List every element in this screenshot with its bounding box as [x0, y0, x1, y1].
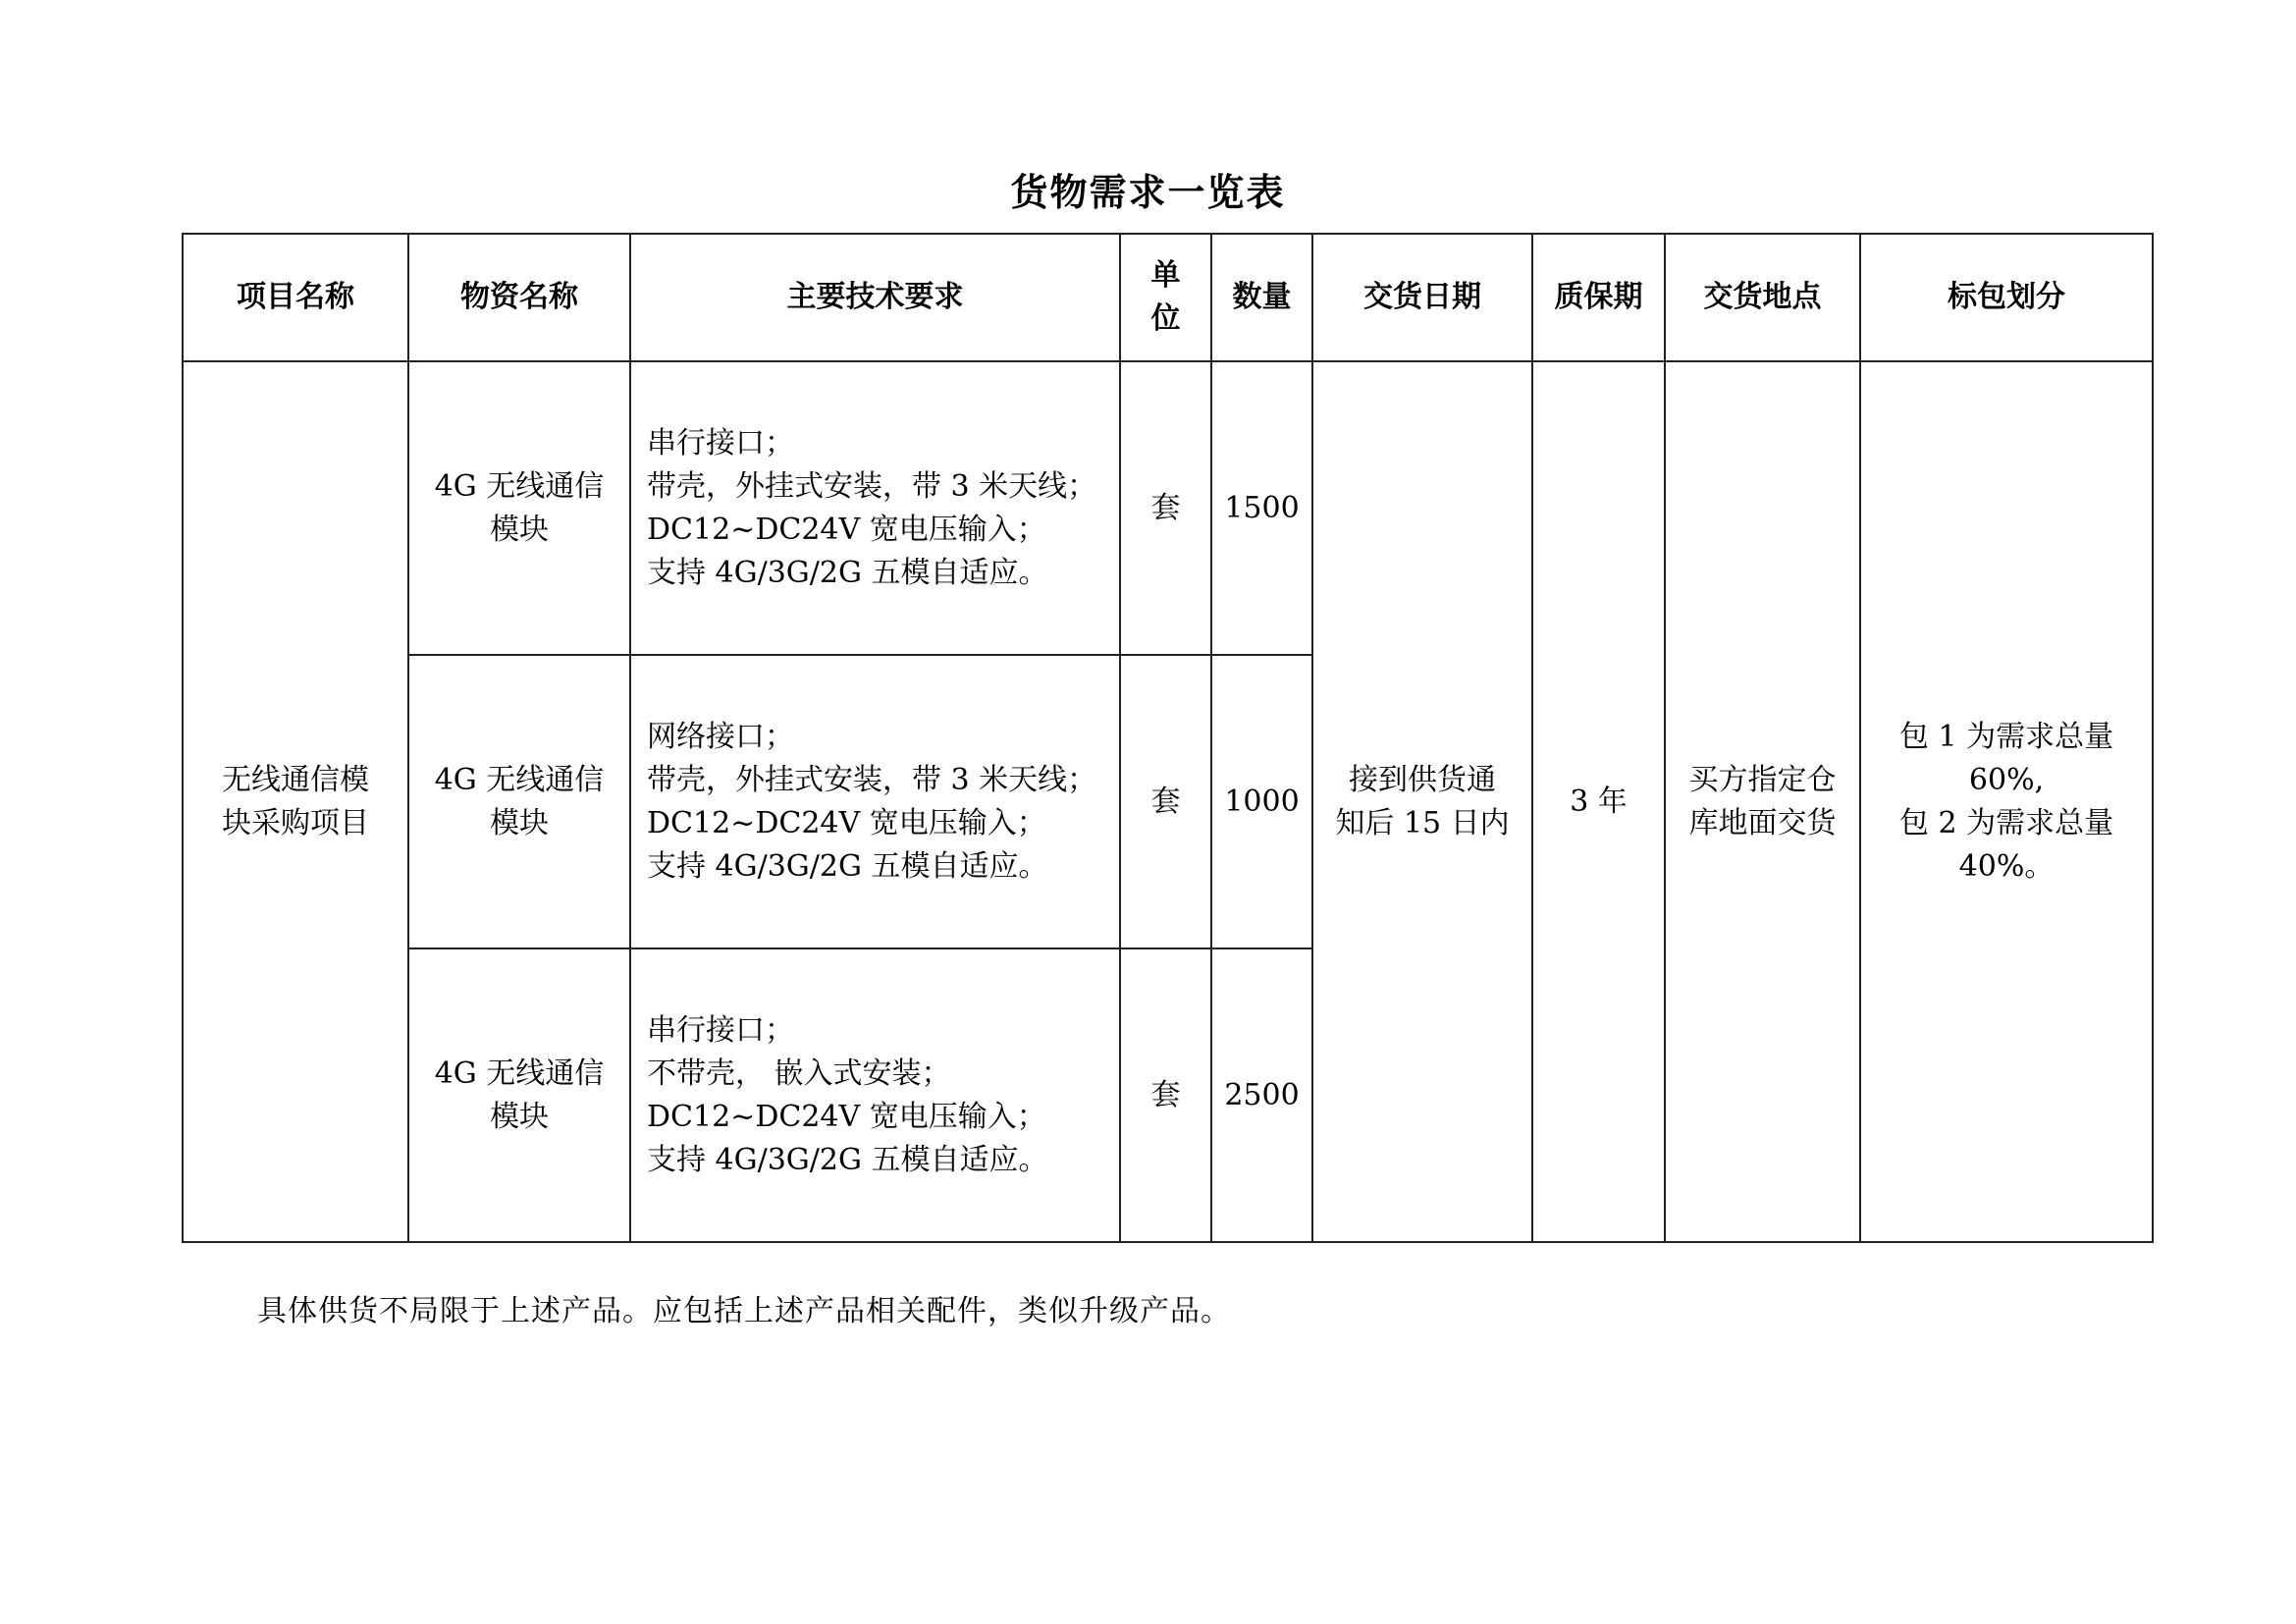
header-lot-division: 标包划分 — [1860, 234, 2153, 361]
tech-requirements-cell: 网络接口； 带壳，外挂式安装，带 3 米天线； DC12~DC24V 宽电压输入； 支持 4G/3G/2G 五模自适应。 — [630, 655, 1120, 948]
header-tech-requirements: 主要技术要求 — [630, 234, 1120, 361]
table-row — [183, 361, 2153, 655]
delivery-place-cell: 买方指定仓 库地面交货 — [1665, 361, 1860, 1242]
goods-requirement-table — [182, 233, 2154, 1243]
warranty-cell: 3 年 — [1532, 361, 1665, 1242]
header-delivery-place: 交货地点 — [1665, 234, 1860, 361]
tech-requirements-cell: 串行接口； 带壳，外挂式安装，带 3 米天线； DC12~DC24V 宽电压输入； 支持 4G/3G/2G 五模自适应。 — [630, 361, 1120, 655]
header-delivery-date: 交货日期 — [1312, 234, 1532, 361]
item-name-cell: 4G 无线通信 模块 — [408, 361, 630, 655]
project-name-cell: 无线通信模 块采购项目 — [183, 361, 408, 1242]
page-title: 货物需求一览表 — [1010, 170, 1286, 214]
header-unit: 单 位 — [1120, 234, 1211, 361]
header-project-name: 项目名称 — [183, 234, 408, 361]
unit-cell: 套 — [1120, 655, 1211, 948]
header-warranty: 质保期 — [1532, 234, 1665, 361]
quantity-cell: 1500 — [1211, 361, 1312, 655]
unit-cell: 套 — [1120, 948, 1211, 1242]
table-header-row — [183, 234, 2153, 361]
header-item-name: 物资名称 — [408, 234, 630, 361]
item-name-cell: 4G 无线通信 模块 — [408, 948, 630, 1242]
delivery-date-cell: 接到供货通 知后 15 日内 — [1312, 361, 1532, 1242]
tech-requirements-cell: 串行接口； 不带壳， 嵌入式安装； DC12~DC24V 宽电压输入； 支持 4G/3G/2G 五模自适应。 — [630, 948, 1120, 1242]
header-quantity: 数量 — [1211, 234, 1312, 361]
item-name-cell: 4G 无线通信 模块 — [408, 655, 630, 948]
footnote: 具体供货不局限于上述产品。应包括上述产品相关配件，类似升级产品。 — [257, 1294, 1231, 1328]
quantity-cell: 2500 — [1211, 948, 1312, 1242]
unit-cell: 套 — [1120, 361, 1211, 655]
lot-division-cell: 包 1 为需求总量 60%, 包 2 为需求总量 40%。 — [1860, 361, 2153, 1242]
quantity-cell: 1000 — [1211, 655, 1312, 948]
